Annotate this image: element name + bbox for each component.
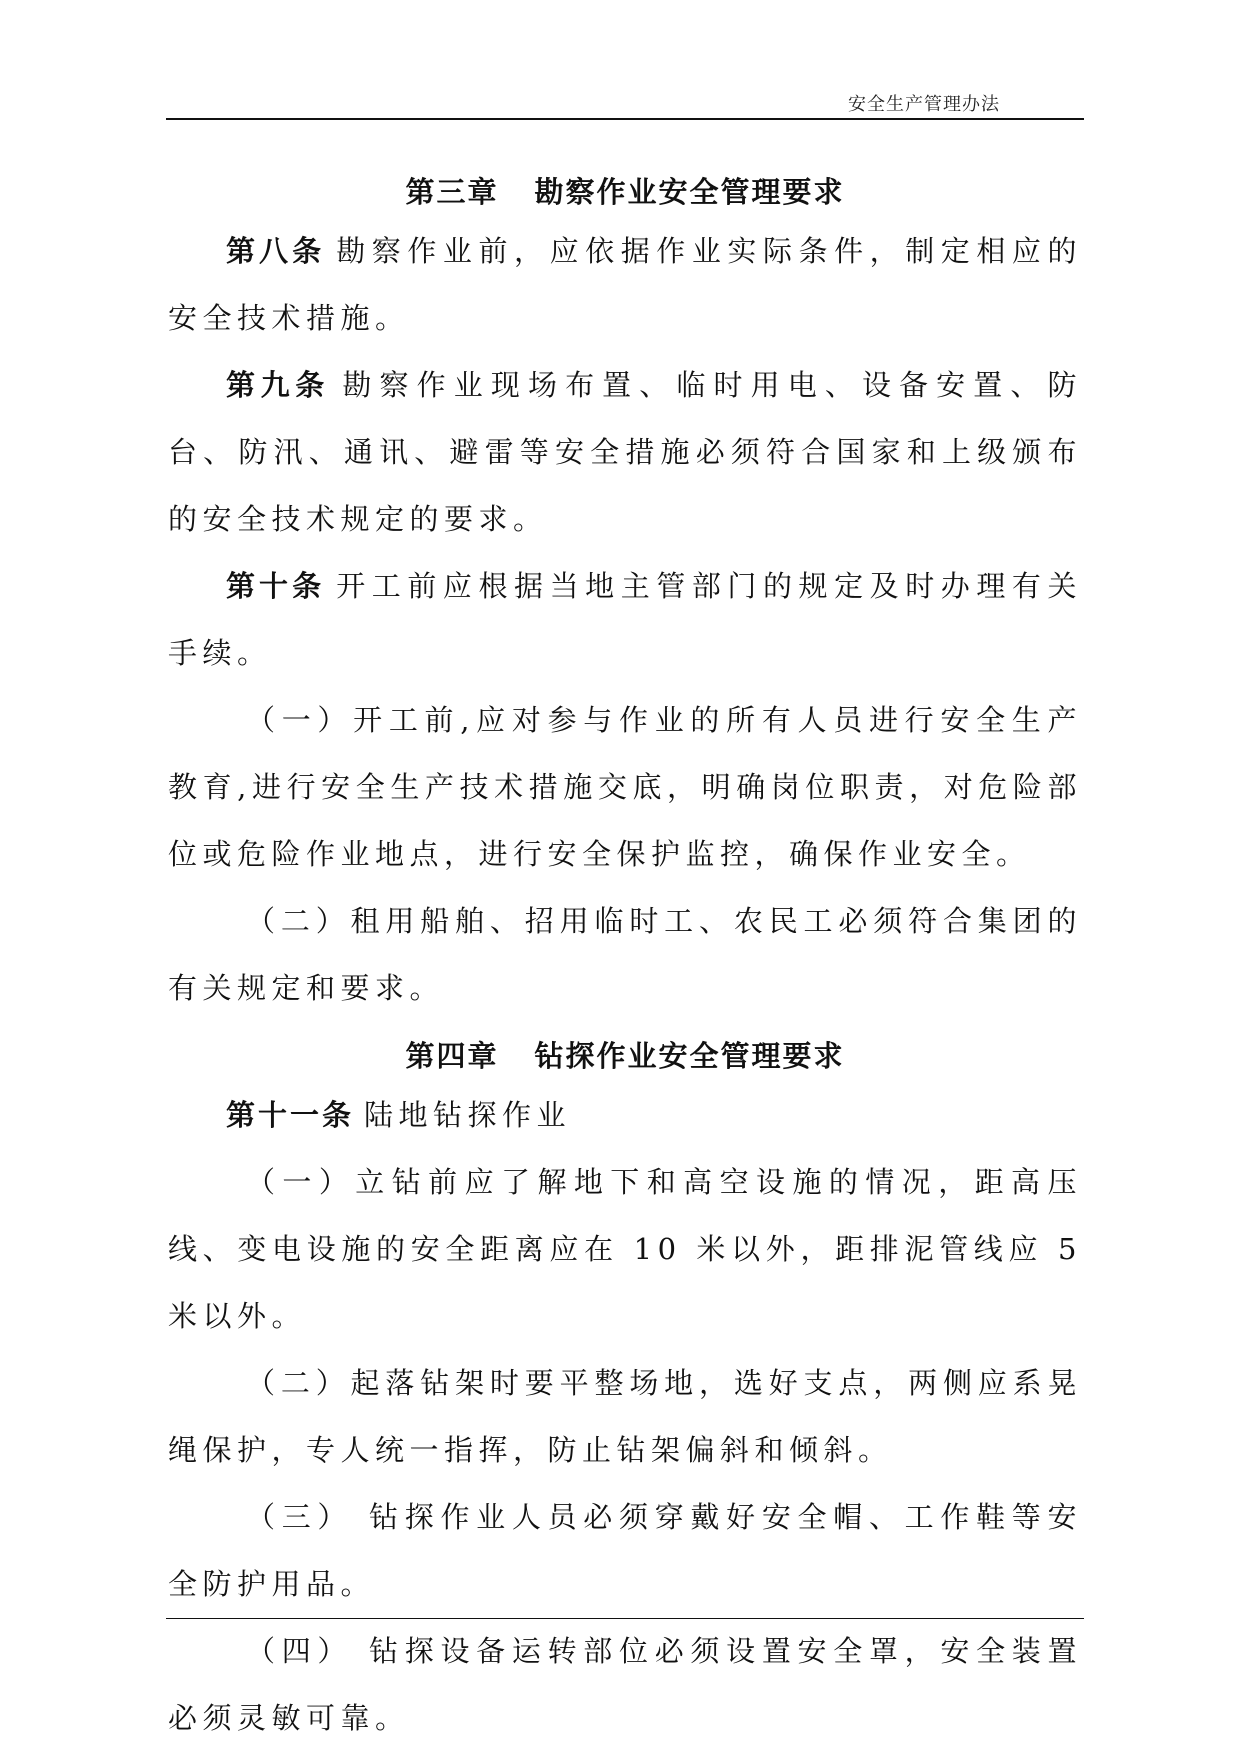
article-10-text: 开工前应根据当地主管部门的规定及时办理有关手续。	[168, 569, 1082, 670]
article-9-text: 勘察作业现场布置、临时用电、设备安置、防台、防汛、通讯、避雷等安全措施必须符合国家和上级颁布的安全技术规定的要求。	[168, 368, 1082, 536]
article-11-item-1: （一）立钻前应了解地下和高空设施的情况，距高压线、变电设施的安全距离应在 10 米以外，距排泥管线应 5 米以外。	[168, 1165, 1082, 1333]
chapter-3-heading	[168, 166, 1082, 218]
article-10-label: 第十条	[226, 569, 326, 603]
chapter-4-heading	[168, 1030, 1082, 1082]
article-10	[168, 553, 1082, 687]
article-8-label: 第八条	[226, 234, 326, 268]
header-rule	[166, 118, 1084, 120]
chapter-4-title: 钻探作业安全管理要求	[534, 1039, 845, 1073]
article-9-label: 第九条	[226, 368, 330, 402]
header-title: 安全生产管理办法	[848, 94, 1000, 115]
page-header	[166, 84, 1084, 120]
article-8	[168, 218, 1082, 352]
chapter-4-label: 第四章	[405, 1039, 499, 1073]
article-10-item-2: （二）租用船舶、招用临时工、农民工必须符合集团的有关规定和要求。	[168, 904, 1082, 1005]
article-11-text: 陆地钻探作业	[364, 1098, 572, 1132]
footer-rule	[166, 1618, 1084, 1619]
article-11-item-4: （四） 钻探设备运转部位必须设置安全罩，安全装置必须灵敏可靠。	[168, 1634, 1082, 1735]
document-body	[168, 166, 1082, 1752]
chapter-3-title: 勘察作业安全管理要求	[534, 175, 845, 209]
article-11	[168, 1082, 1082, 1149]
article-8-text: 勘察作业前，应依据作业实际条件，制定相应的安全技术措施。	[168, 234, 1082, 335]
article-10-item-1: （一）开工前,应对参与作业的所有人员进行安全生产教育,进行安全生产技术措施交底，明确岗位职责，对危险部位或危险作业地点，进行安全保护监控，确保作业安全。	[168, 703, 1082, 871]
chapter-3-label: 第三章	[405, 175, 499, 209]
article-11-label: 第十一条	[226, 1098, 355, 1132]
article-11-item-2: （二）起落钻架时要平整场地，选好支点，两侧应系晃绳保护，专人统一指挥，防止钻架偏斜和倾斜。	[168, 1366, 1082, 1467]
article-11-item-3: （三） 钻探作业人员必须穿戴好安全帽、工作鞋等安全防护用品。	[168, 1500, 1082, 1601]
article-9	[168, 352, 1082, 553]
